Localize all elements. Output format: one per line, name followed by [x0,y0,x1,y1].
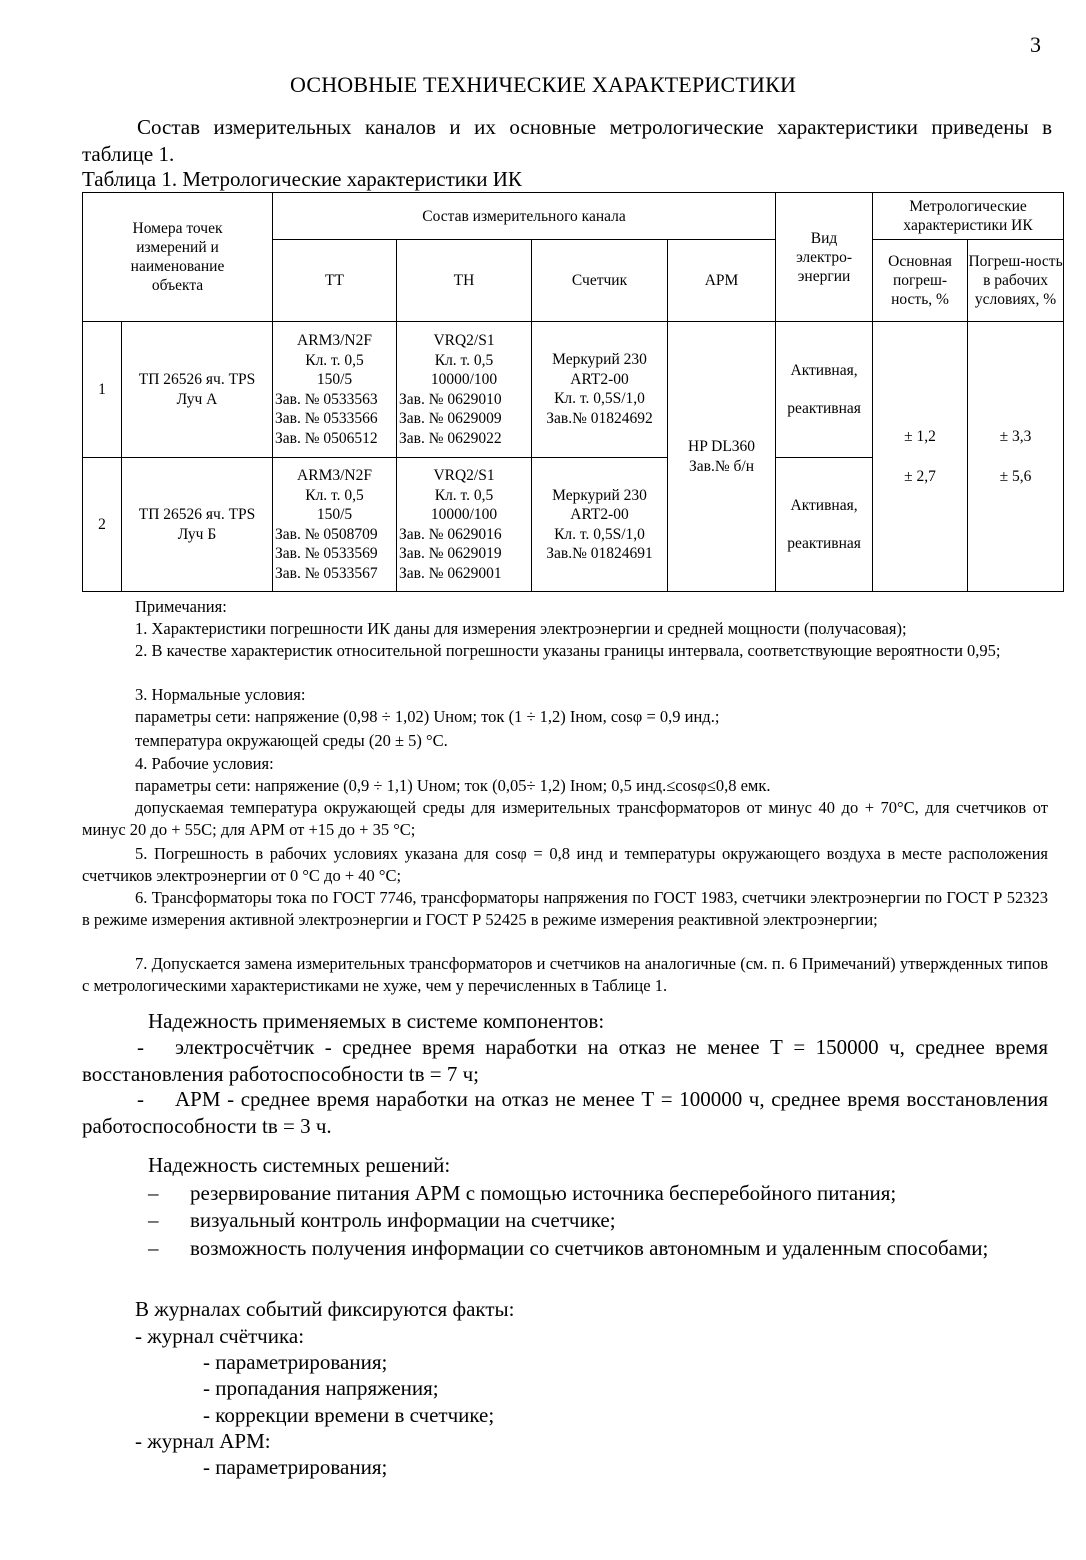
header-composition: Состав измерительного канала [273,193,776,240]
header-points: Номера точек измерений и наименование объекта [83,193,273,322]
meter-journal-item: - параметрирования; [203,1350,388,1374]
header-basic-error: Основная погреш-ность, % [873,240,968,322]
meter-journal-item: - коррекции времени в счетчике; [203,1403,495,1427]
note-5: 5. Погрешность в рабочих условиях указана для cosφ = 0,8 инд и температуры окружающего воздуха в месте расположения счетчиков электроэнергии от 0 °С до + 40 °С; [82,844,1048,885]
row-number: 2 [83,458,122,592]
system-heading: Надежность системных решений: [148,1153,451,1177]
note-3: 3. Нормальные условия: [135,685,306,704]
dash-marker: – [148,1181,159,1205]
table-caption: Таблица 1. Метрологические характеристики ИК [82,167,522,191]
reliability-item-arm: - АРМ - среднее время наработки на отказ не менее Т = 100000 ч, среднее время восстановления работоспособности tв = 3 ч. [82,1087,1048,1138]
note-3-temperature: температура окружающей среды (20 ± 5) °С. [135,731,448,750]
row-number: 1 [83,322,122,458]
note-4: 4. Рабочие условия: [135,754,274,773]
arm-cell: HP DL360 Зав.№ б/н [668,322,776,592]
note-4-network: параметры сети: напряжение (0,9 ÷ 1,1) Uном; ток (0,05÷ 1,2) Iном; 0,5 инд.≤cosφ≤0,8 емк. [135,776,771,795]
header-working-error: Погреш-ность в рабочих условиях, % [968,240,1064,322]
meter-journal-heading: - журнал счётчика: [135,1324,305,1348]
arm-journal-heading: - журнал АРМ: [135,1429,271,1453]
page-number: 3 [1030,32,1041,57]
system-item-1: резервирование питания АРМ с помощью источника бесперебойного питания; [190,1181,897,1205]
basic-error-cell: ± 1,2 ± 2,7 [873,322,968,592]
energy-type-cell: Активная, реактивная [776,322,873,458]
object-name: ТП 26526 яч. TPS Луч Б [122,458,273,592]
note-4-temperature: допускаемая температура окружающей среды для измерительных трансформаторов от минус 40 до + 70°С, для счетчиков от минус 20 до + 55С; для АРМ от +15 до + 35 °С; [82,798,1048,839]
object-name: ТП 26526 яч. TPS Луч А [122,322,273,458]
table-row [83,322,1064,458]
system-item-3: возможность получения информации со счетчиков автономным и удаленным способами; [190,1236,989,1260]
note-2: 2. В качестве характеристик относительной погрешности указаны границы интервала, соответствующие вероятности 0,95; [135,641,1001,660]
header-energy-type: Вид электро-энергии [776,193,873,322]
reliability-item-meter: - электросчётчик - среднее время наработки на отказ не менее Т = 150000 ч, среднее время восстановления работоспособности tв = 7 ч; [82,1035,1048,1086]
page-title: ОСНОВНЫЕ ТЕХНИЧЕСКИЕ ХАРАКТЕРИСТИКИ [289,72,797,97]
header-metrology: Метрологические характеристики ИК [873,193,1064,240]
note-7: 7. Допускается замена измерительных трансформаторов и счетчиков на аналогичные (см. п. 6 Примечаний) утвержденных типов с метрологическими характеристиками не хуже, чем у перечисленных в Таблице 1. [82,954,1048,995]
note-1: 1. Характеристики погрешности ИК даны для измерения электроэнергии и средней мощности (получасовая); [135,619,907,638]
dash-marker: – [148,1208,159,1232]
meter-cell: Меркурий 230 ART2-00 Кл. т. 0,5S/1,0 Зав.№ 01824691 [532,458,668,592]
system-item-2: визуальный контроль информации на счетчике; [190,1208,616,1232]
tn-cell: VRQ2/S1 Кл. т. 0,5 10000/100 Зав. № 0629010 Зав. № 0629009 Зав. № 0629022 [397,322,532,458]
journals-heading: В журналах событий фиксируются факты: [135,1297,515,1321]
tt-cell: ARM3/N2F Кл. т. 0,5 150/5 Зав. № 0508709 Зав. № 0533569 Зав. № 0533567 [273,458,397,592]
tt-cell: ARM3/N2F Кл. т. 0,5 150/5 Зав. № 0533563 Зав. № 0533566 Зав. № 0506512 [273,322,397,458]
meter-journal-item: - пропадания напряжения; [203,1376,439,1400]
header-arm: АРМ [668,240,776,322]
header-tt: ТТ [273,240,397,322]
header-tn: ТН [397,240,532,322]
working-error-cell: ± 3,3 ± 5,6 [968,322,1064,592]
meter-cell: Меркурий 230 ART2-00 Кл. т. 0,5S/1,0 Зав.№ 01824692 [532,322,668,458]
dash-marker: - [137,1035,144,1059]
header-meter: Счетчик [532,240,668,322]
intro-paragraph: Состав измерительных каналов и их основные метрологические характеристики приведены в таблице 1. [82,115,1052,166]
metrology-table [82,192,1064,592]
energy-type-cell: Активная, реактивная [776,458,873,592]
arm-journal-item: - параметрирования; [203,1455,388,1479]
notes-heading: Примечания: [135,597,227,616]
dash-marker: – [148,1236,159,1260]
reliability-heading: Надежность применяемых в системе компонентов: [148,1009,605,1033]
tn-cell: VRQ2/S1 Кл. т. 0,5 10000/100 Зав. № 0629016 Зав. № 0629019 Зав. № 0629001 [397,458,532,592]
dash-marker: - [137,1087,144,1111]
note-6: 6. Трансформаторы тока по ГОСТ 7746, трансформаторы напряжения по ГОСТ 1983, счетчики электроэнергии по ГОСТ Р 52323 в режиме измерения активной электроэнергии и ГОСТ Р 52425 в режиме измерения реактивной электроэнергии; [82,888,1048,929]
note-3-network: параметры сети: напряжение (0,98 ÷ 1,02) Uном; ток (1 ÷ 1,2) Iном, cosφ = 0,9 инд.; [135,707,720,726]
